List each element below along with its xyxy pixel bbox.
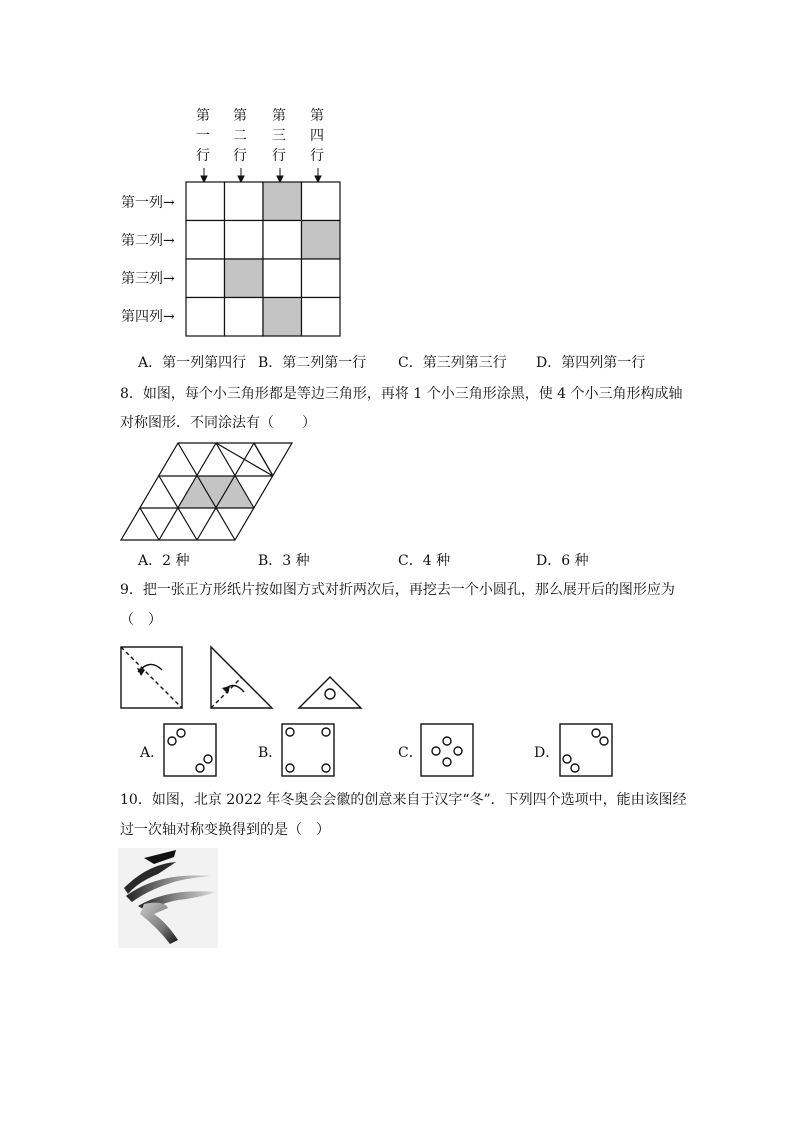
winter-olympics-emblem-image [118, 848, 218, 948]
q8-stem-line2: 对称图形．不同涂法有（ ） [120, 415, 316, 431]
q9-figure-b [282, 724, 334, 776]
row-label-1: 第一列→ [121, 195, 175, 211]
col-header-1: 第 一 行 [196, 108, 210, 164]
q7-option-a[interactable]: A．第一列第四行 [138, 355, 247, 371]
q9-figure-c [421, 724, 473, 776]
q8-option-b[interactable]: B．3 种 [258, 553, 310, 569]
q10-stem-line2: 过一次轴对称变换得到的是（ ） [120, 822, 330, 838]
q10-stem-line1: 10．如图，北京 2022 年冬奥会会徽的创意来自于汉字“冬”．下列四个选项中，能由该图经 [120, 792, 687, 808]
row-label-2: 第二列→ [121, 233, 175, 249]
right-arrow-icon: → [163, 271, 175, 287]
q8-option-d[interactable]: D．6 种 [536, 553, 589, 569]
q9-option-b[interactable]: B． [258, 745, 283, 761]
q7-option-d[interactable]: D．第四列第一行 [536, 355, 646, 371]
q9-option-a[interactable]: A． [140, 745, 165, 761]
q8-option-a[interactable]: A．2 种 [138, 553, 190, 569]
q9-option-c[interactable]: C． [398, 745, 423, 761]
q9-option-d[interactable]: D． [534, 745, 560, 761]
q8-option-c[interactable]: C．4 种 [398, 553, 451, 569]
q9-stem-line1: 9．把一张正方形纸片按如图方式对折两次后，再挖去一个小圆孔，那么展开后的图形应为 [120, 582, 675, 598]
col-header-4: 第 四 行 [310, 108, 324, 164]
q9-figure-d [560, 724, 612, 776]
q7-option-c[interactable]: C．第三列第三行 [398, 355, 507, 371]
q9-stem-line2: （ ） [120, 612, 162, 628]
right-arrow-icon: → [163, 233, 175, 249]
q9-figure-a [164, 724, 216, 776]
q7-option-b[interactable]: B．第二列第一行 [258, 355, 367, 371]
right-arrow-icon: → [163, 195, 175, 211]
row-label-3: 第三列→ [121, 271, 175, 287]
col-header-2: 第 二 行 [233, 108, 247, 164]
right-arrow-icon: → [163, 309, 175, 325]
q8-stem-line1: 8．如图，每个小三角形都是等边三角形，再将 1 个小三角形涂黑，使 4 个小三角形构成轴 [120, 386, 683, 402]
row-label-4: 第四列→ [121, 309, 175, 325]
col-header-3: 第 三 行 [272, 108, 286, 164]
